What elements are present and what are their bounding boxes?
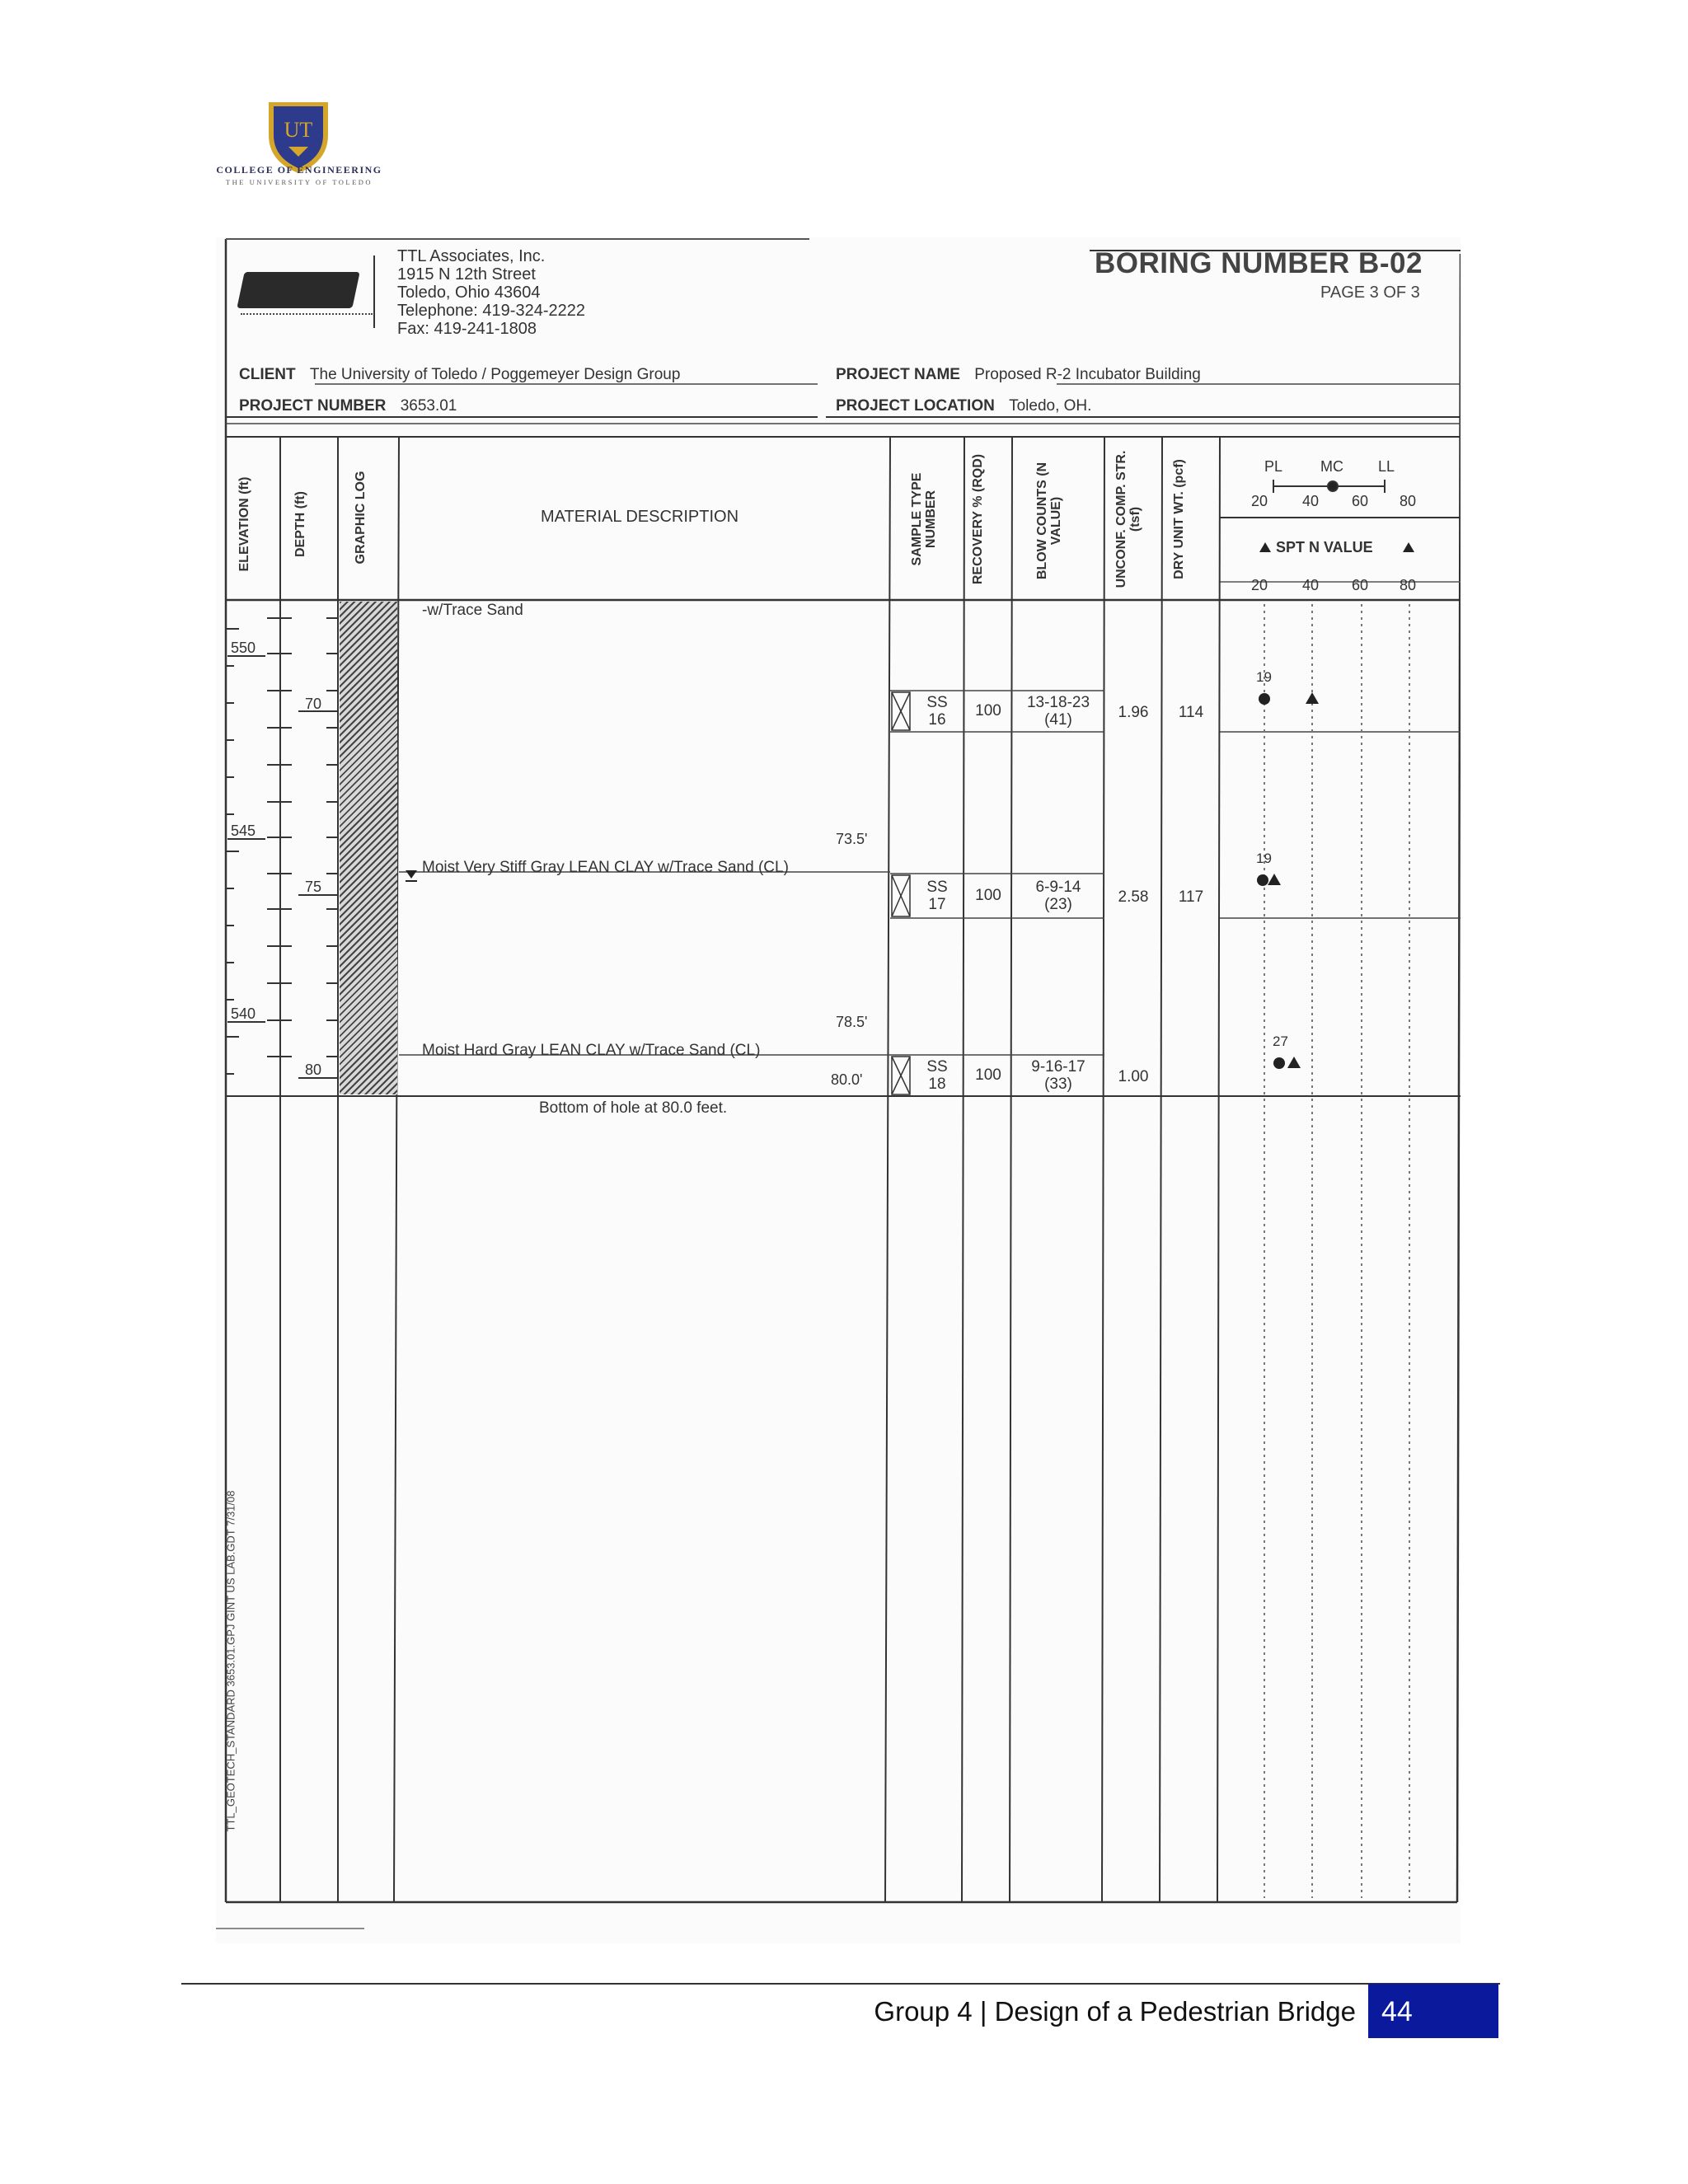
col-elevation: ELEVATION (ft)	[237, 476, 251, 572]
page-indicator: PAGE 3 OF 3	[1320, 284, 1420, 302]
pl-label: PL	[1264, 458, 1283, 475]
scale-top-20: 20	[1251, 493, 1268, 509]
client-label: CLIENT	[239, 366, 296, 383]
footer-rule	[181, 1983, 1500, 1985]
sample-3-unconf: 1.00	[1118, 1068, 1149, 1085]
scale-bottom-20: 20	[1251, 577, 1268, 593]
mc-point-1	[1259, 693, 1270, 705]
client-value: The University of Toledo / Poggemeyer Design Group	[309, 366, 681, 383]
col-graphic-log: GRAPHIC LOG	[354, 471, 368, 565]
page-number: 44	[1381, 1996, 1413, 2027]
company-city: Toledo, Ohio 43604	[397, 284, 541, 302]
spt-n-value-label: SPT N VALUE	[1276, 539, 1373, 555]
col-sample-type: SAMPLE TYPE NUMBER	[910, 472, 938, 566]
sample-1-type: SS	[926, 694, 948, 711]
footer-title: Group 4 | Design of a Pedestrian Bridge	[874, 1996, 1356, 2027]
sample-2-number: 17	[928, 896, 946, 913]
elevation-545: 545	[231, 823, 256, 839]
scale-bottom-60: 60	[1352, 577, 1369, 593]
description-hard-clay: Moist Hard Gray LEAN CLAY w/Trace Sand (CL)	[422, 1042, 761, 1059]
boring-log-gridlines	[216, 237, 1461, 1943]
sample-1-blow-counts: 13-18-23	[1026, 694, 1090, 711]
sample-2-type: SS	[926, 879, 948, 896]
layer-depth-78-5: 78.5'	[836, 1014, 868, 1030]
project-number-label: PROJECT NUMBER	[239, 397, 387, 415]
logo-university-text: THE UNIVERSITY OF TOLEDO	[225, 178, 373, 186]
project-name-label: PROJECT NAME	[836, 366, 960, 383]
col-recovery: RECOVERY % (RQD)	[971, 453, 985, 585]
ttl-company-tagline	[241, 313, 373, 318]
sample-2-blow-counts: 6-9-14	[1035, 879, 1081, 896]
scale-top-80: 80	[1400, 493, 1417, 509]
sample-3-blow-counts: 9-16-17	[1031, 1058, 1085, 1076]
scale-bottom-40: 40	[1302, 577, 1320, 593]
description-trace-sand: -w/Trace Sand	[422, 602, 523, 619]
sample-1-recovery: 100	[975, 702, 1001, 719]
sample-1-dry-unit-wt: 114	[1178, 704, 1204, 721]
sample-3-type: SS	[926, 1058, 948, 1076]
company-name: TTL Associates, Inc.	[397, 247, 546, 265]
ttl-company-logo	[237, 272, 359, 308]
project-location-value: Toledo, OH.	[1009, 397, 1092, 415]
col-dry-unit-wt: DRY UNIT WT. (pcf)	[1172, 459, 1186, 579]
project-location-label: PROJECT LOCATION	[836, 397, 995, 415]
company-address: 1915 N 12th Street	[397, 265, 536, 284]
description-bottom-of-hole: Bottom of hole at 80.0 feet.	[539, 1099, 728, 1117]
sample-3-mc-label: 27	[1273, 1033, 1288, 1049]
sample-3-number: 18	[928, 1076, 946, 1093]
sample-1-mc-label: 19	[1256, 669, 1272, 685]
sample-2-unconf: 2.58	[1118, 888, 1149, 906]
elevation-550: 550	[231, 640, 256, 656]
sample-2-dry-unit-wt: 117	[1178, 888, 1204, 906]
depth-70: 70	[305, 696, 322, 712]
scale-bottom-80: 80	[1400, 577, 1417, 593]
project-number-value: 3653.01	[400, 397, 457, 415]
depth-75: 75	[305, 879, 322, 895]
sample-1-unconf: 1.96	[1118, 704, 1149, 721]
logo-college-text: COLLEGE OF ENGINEERING	[216, 164, 382, 176]
sample-3-n-value: (33)	[1044, 1076, 1072, 1093]
scale-top-40: 40	[1302, 493, 1320, 509]
col-blow-counts: BLOW COUNTS (N VALUE)	[1035, 462, 1063, 580]
spt-point-2	[1268, 874, 1281, 885]
sample-2-n-value: (23)	[1044, 896, 1072, 913]
mc-point-3	[1273, 1057, 1285, 1069]
description-very-stiff-clay: Moist Very Stiff Gray LEAN CLAY w/Trace Sand (CL)	[422, 859, 789, 876]
company-fax: Fax: 419-241-1808	[397, 320, 537, 338]
boring-log-scan	[216, 237, 1461, 1943]
sample-2-recovery: 100	[975, 887, 1001, 904]
scale-top-60: 60	[1352, 493, 1369, 509]
sample-2-mc-label: 19	[1256, 851, 1272, 866]
sample-3-recovery: 100	[975, 1066, 1001, 1084]
sample-1-number: 16	[928, 711, 946, 729]
elevation-540: 540	[231, 1005, 256, 1022]
boring-number: BORING NUMBER B-02	[1095, 247, 1423, 279]
depth-80: 80	[305, 1062, 322, 1078]
ll-label: LL	[1378, 458, 1395, 475]
spt-point-1	[1306, 692, 1319, 704]
layer-depth-80-0: 80.0'	[831, 1071, 863, 1088]
mc-label: MC	[1320, 458, 1343, 475]
graphic-log-hatch	[340, 602, 397, 1094]
spt-point-3	[1287, 1057, 1301, 1068]
layer-depth-73-5: 73.5'	[836, 831, 868, 847]
svg-text:UT: UT	[284, 118, 313, 142]
company-telephone: Telephone: 419-324-2222	[397, 302, 585, 320]
col-unconf-comp: UNCONF. COMP. STR. (tsf)	[1114, 450, 1142, 588]
col-depth: DEPTH (ft)	[293, 491, 307, 557]
side-file-note: TTL_GEOTECH_STANDARD 3653.01.GPJ GINT US LAB.GDT 7/31/08	[224, 1490, 237, 1832]
col-material-description: MATERIAL DESCRIPTION	[541, 508, 739, 526]
sample-1-n-value: (41)	[1044, 711, 1072, 729]
project-name-value: Proposed R-2 Incubator Building	[974, 366, 1201, 383]
mc-point-2	[1257, 874, 1268, 886]
